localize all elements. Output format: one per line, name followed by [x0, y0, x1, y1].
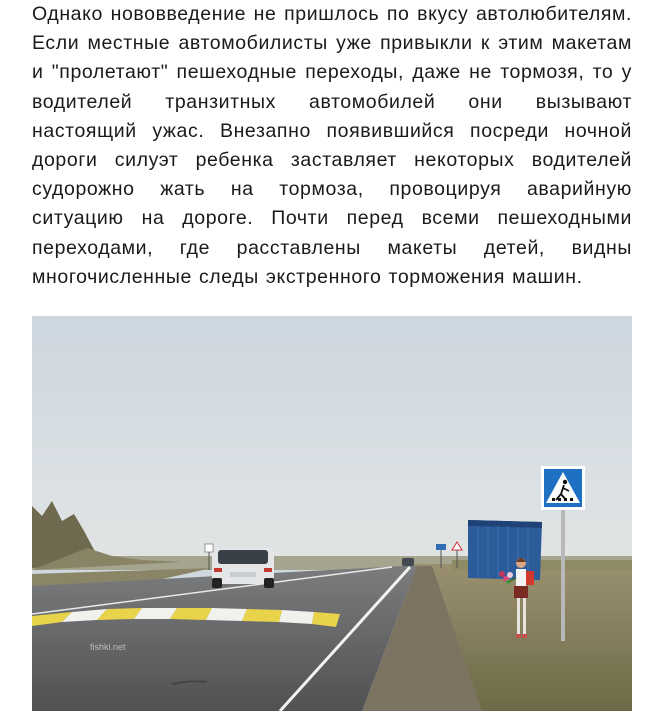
distant-sign-left — [205, 544, 213, 552]
article-paragraph: Однако нововведение не пришлось по вкусу автолюбителям. Если местные автомобилисты уже привыкли к этим макетам и "пролетают" пешеходные переходы, даже не тормозя, то у водителей транзитных автомобилей они вызывают настоящий ужас. Внезапно появившийся посреди ночной дороги силуэт ребенка заставляет некоторых водителей судорожно жать на тормоза, провоцируя аварийную ситуацию на дороге. Почти перед всеми пешеходными переходами, где расставлены макеты детей, видны многочисленные следы экстренного торможения машин. — [32, 3, 632, 288]
photo-watermark: fishki.net — [90, 642, 126, 652]
distant-sign-right — [436, 544, 446, 550]
road-surface — [32, 566, 417, 711]
car — [212, 548, 274, 588]
distant-car — [402, 558, 414, 566]
sky — [32, 316, 632, 568]
road-photo — [32, 316, 632, 711]
